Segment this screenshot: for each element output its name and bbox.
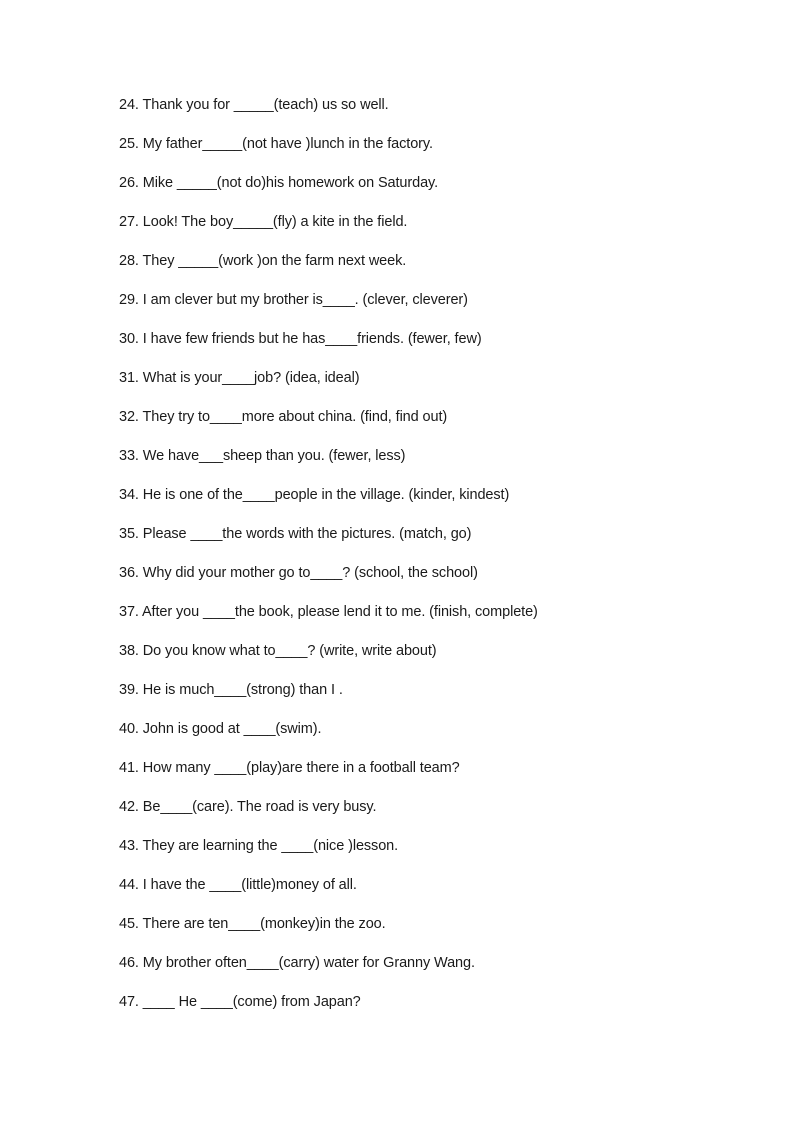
- exercise-list: [119, 95, 538, 1031]
- exercise-item: 36. Why did your mother go to____? (school, the school): [119, 565, 478, 581]
- exercise-item: 33. We have___sheep than you. (fewer, less): [119, 448, 406, 464]
- exercise-item: 42. Be____(care). The road is very busy.: [119, 799, 377, 815]
- exercise-item: 28. They _____(work )on the farm next week.: [119, 253, 407, 269]
- exercise-item: 43. They are learning the ____(nice )lesson.: [119, 838, 399, 854]
- exercise-item: 40. John is good at ____(swim).: [119, 721, 322, 737]
- exercise-item: 29. I am clever but my brother is____. (clever, cleverer): [119, 292, 468, 308]
- exercise-item: 47. ____ He ____(come) from Japan?: [119, 994, 361, 1010]
- exercise-item: 41. How many ____(play)are there in a football team?: [119, 760, 460, 776]
- exercise-item: 34. He is one of the____people in the village. (kinder, kindest): [119, 487, 510, 503]
- exercise-item: 26. Mike _____(not do)his homework on Saturday.: [119, 175, 439, 191]
- exercise-item: 24. Thank you for _____(teach) us so well.: [119, 97, 389, 113]
- exercise-item: 30. I have few friends but he has____friends. (fewer, few): [119, 331, 482, 347]
- exercise-item: 35. Please ____the words with the pictures. (match, go): [119, 526, 472, 542]
- exercise-item: 37. After you ____the book, please lend it to me. (finish, complete): [119, 604, 538, 620]
- exercise-item: 45. There are ten____(monkey)in the zoo.: [119, 916, 386, 932]
- exercise-item: 46. My brother often____(carry) water for Granny Wang.: [119, 955, 475, 971]
- exercise-item: 32. They try to____more about china. (find, find out): [119, 409, 448, 425]
- exercise-item: 44. I have the ____(little)money of all.: [119, 877, 357, 893]
- exercise-item: 25. My father_____(not have )lunch in the factory.: [119, 136, 433, 152]
- exercise-item: 31. What is your____job? (idea, ideal): [119, 370, 360, 386]
- exercise-item: 38. Do you know what to____? (write, write about): [119, 643, 437, 659]
- exercise-item: 39. He is much____(strong) than I .: [119, 682, 343, 698]
- exercise-item: 27. Look! The boy_____(fly) a kite in the field.: [119, 214, 408, 230]
